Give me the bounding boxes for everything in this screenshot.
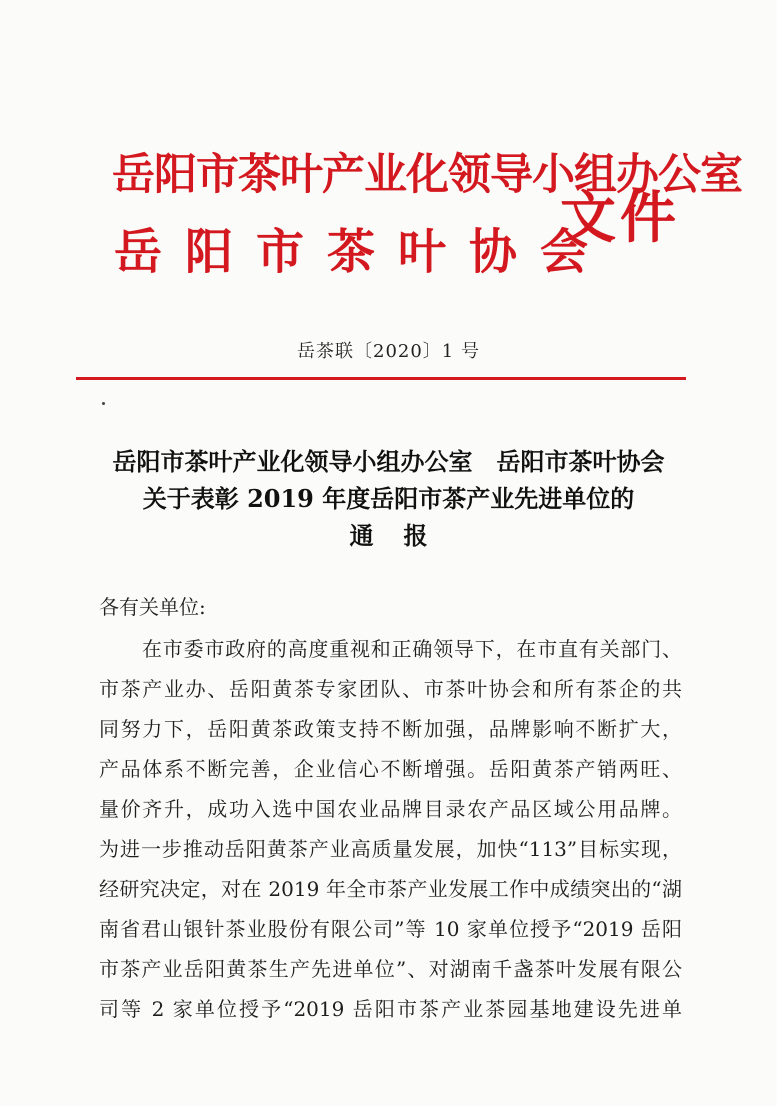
document-label: 文件 <box>560 185 680 251</box>
body-line: 为进一步推动岳阳黄茶产业高质量发展，加快“113”目标实现， <box>99 837 682 861</box>
body-line: 南省君山银针茶业股份有限公司”等 10 家单位授予“2019 岳阳 <box>99 917 682 941</box>
body-line: 司等 2 家单位授予“2019 岳阳市茶产业茶园基地建设先进单 <box>99 997 682 1021</box>
body-line: 产品体系不断完善，企业信心不断增强。岳阳黄茶产销两旺、 <box>99 757 682 781</box>
document-number: 岳茶联〔2020〕1 号 <box>297 341 480 362</box>
body-line: 经研究决定，对在 2019 年全市茶产业发展工作中成绩突出的“湖 <box>99 877 682 901</box>
issuing-association-name: 岳阳市茶叶协会 <box>114 224 612 280</box>
notice-title-line-1: 岳阳市茶叶产业化领导小组办公室 岳阳市茶叶协会 <box>112 447 665 476</box>
body-line: 市茶产业岳阳黄茶生产先进单位”、对湖南千盏茶叶发展有限公 <box>99 957 682 981</box>
body-line: 同努力下，岳阳黄茶政策支持不断加强，品牌影响不断扩大， <box>99 717 682 741</box>
notice-title-line-3: 通报 <box>349 521 458 550</box>
salutation: 各有关单位: <box>99 595 206 619</box>
scan-dot <box>102 402 105 405</box>
body-line: 在市委市政府的高度重视和正确领导下，在市直有关部门、 <box>142 637 682 661</box>
body-line: 量价齐升，成功入选中国农业品牌目录农产品区域公用品牌。 <box>99 797 682 821</box>
notice-title-line-2: 关于表彰 2019 年度岳阳市茶产业先进单位的 <box>142 484 635 513</box>
issuing-office-name: 岳阳市茶叶产业化领导小组办公室 <box>112 150 742 200</box>
document-header <box>0 0 777 300</box>
red-divider-line <box>76 377 686 380</box>
body-line: 市茶产业办、岳阳黄茶专家团队、市茶叶协会和所有茶企的共 <box>99 677 682 701</box>
